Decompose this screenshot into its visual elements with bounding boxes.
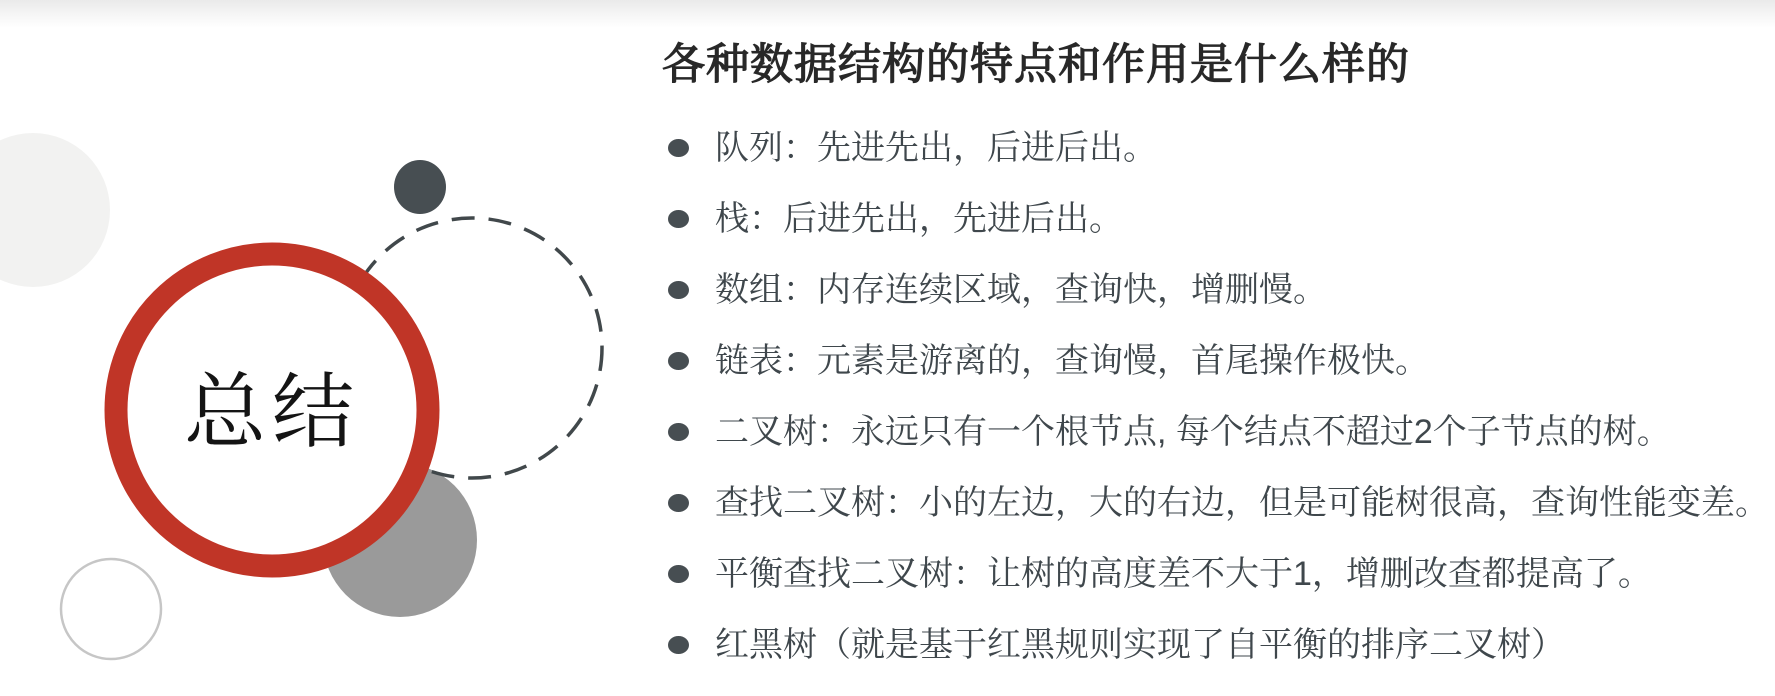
summary-badge-label: 总结 [183, 367, 361, 458]
list-item-text: 二叉树：永远只有一个根节点, 每个结点不超过2个子节点的树。 [715, 412, 1671, 451]
bullet-icon [668, 210, 689, 228]
list-item-text: 红黑树（就是基于红黑规则实现了自平衡的排序二叉树） [715, 625, 1565, 664]
list-item [668, 254, 1769, 325]
list-item [668, 467, 1769, 538]
list-item [668, 396, 1769, 467]
dark-dot-circle [394, 160, 446, 214]
list-item [668, 325, 1769, 396]
bullet-icon [668, 636, 689, 654]
bullet-icon [668, 423, 689, 441]
list-item-text: 栈：后进先出，先进后出。 [715, 199, 1123, 238]
list-item-text: 队列：先进先出，后进后出。 [715, 128, 1157, 167]
bullet-icon [668, 352, 689, 370]
bullet-icon [668, 494, 689, 512]
list-item-text: 平衡查找二叉树：让树的高度差不大于1，增删改查都提高了。 [715, 554, 1652, 593]
outlined-white-circle [61, 559, 161, 659]
bullet-icon [668, 139, 689, 157]
list-item [668, 609, 1769, 680]
list-item [668, 183, 1769, 254]
bullet-icon [668, 565, 689, 583]
page-title: 各种数据结构的特点和作用是什么样的 [662, 41, 1410, 89]
list-item-text: 查找二叉树：小的左边，大的右边，但是可能树很高，查询性能变差。 [715, 483, 1769, 522]
list-item-text: 链表：元素是游离的，查询慢，首尾操作极快。 [715, 341, 1429, 380]
bullet-icon [668, 281, 689, 299]
bullet-list [668, 112, 1769, 680]
list-item [668, 112, 1769, 183]
list-item-text: 数组：内存连续区域，查询快，增删慢。 [715, 270, 1327, 309]
list-item [668, 538, 1769, 609]
decorative-circles-graphic [0, 0, 620, 696]
light-gray-circle [0, 133, 110, 287]
